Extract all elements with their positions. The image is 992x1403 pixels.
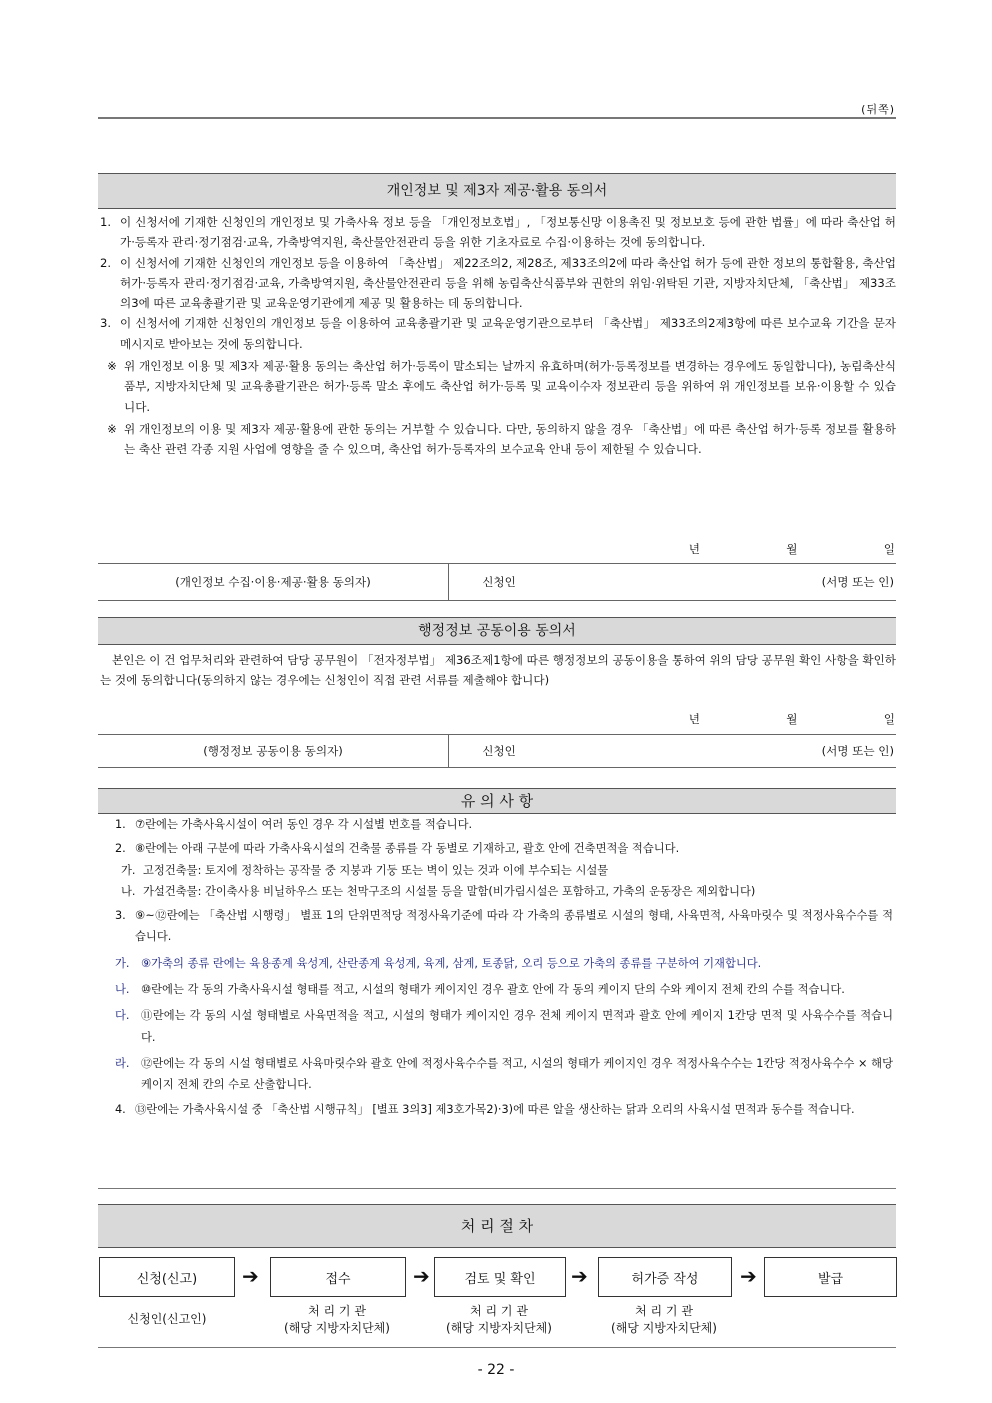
page-side-note: (뒤쪽) bbox=[861, 103, 895, 116]
consent-note: ※ 위 개인정보 이용 및 제3자 제공·활용 동의는 축산업 허가·등록이 말소되는 날까지 유효하며(허가·등록정보를 변경하는 경우에도 동일합니다), 농림축산식품부, 지방자치단체 및 교육총괄기관은 허가·등록 말소 후에도 축산업 허가·등록 및 교육이수자 정보관리 등을 위하여 위 개인정보를 보유·이용할 수 있습니다. bbox=[107, 359, 896, 414]
notice-item: 3. ⑨~⑫란에는 「축산법 시행령」 별표 1의 단위면적당 적정사육기준에 따라 각 가축의 종류별로 시설의 형태, 사육면적, 사육마릿수 및 적정사육수수를 적습니다. bbox=[115, 909, 893, 944]
actor-agency: 처 리 기 관 (해당 지방자치단체) bbox=[284, 1304, 390, 1335]
step-apply: 신청(신고) bbox=[99, 1257, 235, 1297]
top-divider bbox=[98, 117, 896, 119]
sign-field[interactable]: (서명 또는 인) bbox=[821, 575, 894, 589]
arrow-right-icon: ➔ bbox=[413, 1264, 430, 1288]
notice-subitem: 나. 가설건축물: 간이축사용 비닐하우스 또는 천막구조의 시설물 등을 말함(비가림시설은 포함하고, 가축의 운동장은 제외합니다) bbox=[121, 884, 756, 898]
notice-item: 4. ⑬란에는 가축사육시설 중 「축산법 시행규칙」 [별표 3의3] 제3호가목2)·3)에 따른 알을 생산하는 닭과 오리의 사육시설 면적과 동수를 적습니다. bbox=[115, 1102, 855, 1116]
page-number: - 22 - bbox=[477, 1362, 515, 1378]
consenter-label: (행정정보 공동이용 동의자) bbox=[98, 735, 449, 767]
consenter-label: (개인정보 수집·이용·제공·활용 동의자) bbox=[98, 564, 449, 600]
applicant-label: 신청인 bbox=[482, 744, 516, 758]
step-issue: 발급 bbox=[764, 1257, 897, 1297]
consent-item: 2. 이 신청서에 기재한 신청인의 개인정보 등을 이용하여 「축산법」 제22조의2, 제28조, 제33조의2에 따라 축산업 허가 등에 관한 정보의 통합활용, 축산업 허가·등록자 관리·정기점검·교육, 가축방역지원, 축산물안전관리 등을 위해 농림축산식품부와 권한의 위임·위탁된 기관, 지방자치단체, 「축산법」 제33조의3에 따른 교육총괄기관 및 교육운영기관에게 제공 및 활용하는 데 동의합니다. bbox=[100, 255, 896, 311]
arrow-right-icon: ➔ bbox=[242, 1264, 259, 1288]
notice-subitem: 가. 고정건축물: 토지에 정착하는 공작물 중 지붕과 기둥 또는 벽이 있는 것과 이에 부수되는 시설물 bbox=[121, 863, 609, 877]
notice-divider bbox=[98, 1188, 896, 1189]
applicant-label: 신청인 bbox=[482, 575, 516, 589]
notice-title: 유 의 사 항 bbox=[98, 788, 896, 814]
admin-title: 행정정보 공동이용 동의서 bbox=[98, 617, 896, 645]
admin-text: 본인은 이 건 업무처리와 관련하여 담당 공무원이 「전자정부법」 제36조제1항에 따른 행정정보의 공동이용을 통하여 위의 담당 공무원 확인 사항을 확인하는 것에 동의합니다(동의하지 않는 경우에는 신청인이 직접 관련 서류를 제출해야 합니다) bbox=[100, 653, 896, 688]
consent-title: 개인정보 및 제3자 제공·활용 동의서 bbox=[98, 173, 896, 209]
notice-item: 2. ⑧란에는 아래 구분에 따라 가축사육시설의 건축물 종류를 각 동별로 기재하고, 괄호 안에 건축면적을 적습니다. bbox=[115, 842, 680, 856]
actor-applicant: 신청인(신고인) bbox=[127, 1312, 207, 1326]
sign-field[interactable]: (서명 또는 인) bbox=[821, 744, 894, 758]
step-review: 검토 및 확인 bbox=[434, 1257, 566, 1297]
process-title: 처 리 절 차 bbox=[98, 1204, 896, 1248]
notice-subitem: 가. ⑨가축의 종류 란에는 육용종계 육성계, 산란종계 육성계, 육계, 삼계, 토종닭, 오리 등으로 가축의 종류를 구분하여 기재합니다. bbox=[115, 956, 762, 970]
arrow-right-icon: ➔ bbox=[571, 1264, 588, 1288]
consent-item: 3. 이 신청서에 기재한 신청인의 개인정보 등을 이용하여 교육총괄기관 및 교육운영기관으로부터 「축산법」 제33조의2제3항에 따른 보수교육 기간을 문자메시지로 받아보는 것에 동의합니다. bbox=[100, 316, 896, 351]
consent-date: 년 월 일 bbox=[688, 542, 895, 556]
footer-divider bbox=[98, 1347, 896, 1348]
notice-subitem: 다. ⑪란에는 각 동의 시설 형태별로 사육면적을 적고, 시설의 형태가 케이지인 경우 전체 케이지 면적과 괄호 안에 케이지 1칸당 면적 및 사육수수를 적습니다. bbox=[115, 1009, 893, 1044]
notice-items bbox=[115, 814, 893, 1120]
consent-item: 1. 이 신청서에 기재한 신청인의 개인정보 및 가축사육 정보 등을 「개인정보호법」, 「정보통신망 이용촉진 및 정보보호 등에 관한 법률」에 따라 축산업 허가·등록자 관리·정기점검·교육, 가축방역지원, 축산물안전관리 등을 위한 기초자료로 수집·이용하는 것에 동의합니다. bbox=[100, 215, 896, 250]
step-permit-draft: 허가증 작성 bbox=[598, 1257, 732, 1297]
notice-subitem: 나. ⑩란에는 각 동의 가축사육시설 형태를 적고, 시설의 형태가 케이지인 경우 괄호 안에 각 동의 케이지 단의 수와 케이지 전체 칸의 수를 적습니다. bbox=[115, 983, 845, 997]
admin-date: 년 월 일 bbox=[688, 712, 895, 726]
notice-item: 1. ⑦란에는 가축사육시설이 여러 동인 경우 각 시설별 번호를 적습니다. bbox=[115, 818, 473, 831]
arrow-right-icon: ➔ bbox=[740, 1264, 757, 1288]
actor-agency: 처 리 기 관 (해당 지방자치단체) bbox=[446, 1304, 552, 1335]
consent-items bbox=[100, 212, 896, 460]
step-receive: 접수 bbox=[270, 1257, 406, 1297]
consent-note: ※ 위 개인정보의 이용 및 제3자 제공·활용에 관한 동의는 거부할 수 있습니다. 다만, 동의하지 않을 경우 「축산법」에 따른 축산업 허가·등록 정보를 활용하는 축산 관련 각종 지원 사업에 영향을 줄 수 있으며, 축산업 허가·등록자의 보수교육 안내 등이 제한될 수 있습니다. bbox=[107, 421, 896, 457]
consent-signature-row bbox=[98, 563, 896, 601]
actor-agency: 처 리 기 관 (해당 지방자치단체) bbox=[611, 1304, 717, 1335]
admin-signature-row bbox=[98, 734, 896, 768]
notice-subitem: 라. ⑫란에는 각 동의 시설 형태별로 사육마릿수와 괄호 안에 적정사육수수를 적고, 시설의 형태가 케이지인 경우 적정사육수수는 1칸당 적정사육수수 × 해당 케이지 전체 칸의 수로 산출합니다. bbox=[115, 1056, 893, 1092]
